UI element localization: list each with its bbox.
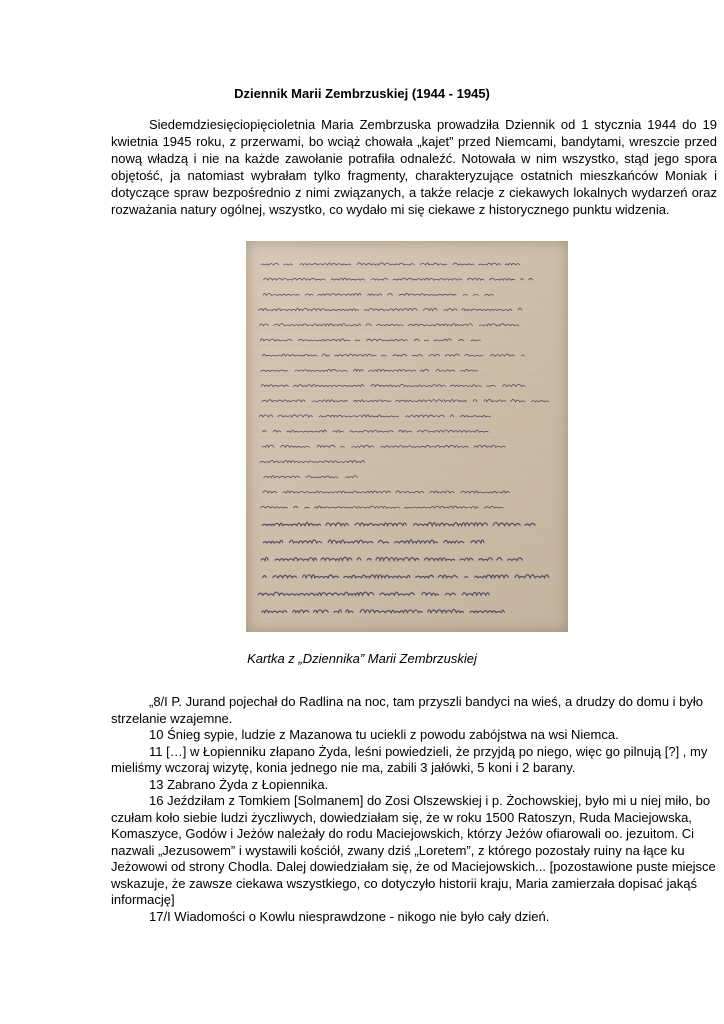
handwriting-line <box>263 430 489 432</box>
handwriting-line <box>261 506 504 508</box>
handwriting-line <box>263 293 493 295</box>
diary-entries <box>111 694 719 925</box>
handwriting-line <box>259 324 519 326</box>
handwriting-line <box>261 263 520 265</box>
handwriting-line <box>261 369 484 371</box>
diary-entry: 13 Zabrano Żyda z Łopiennika. <box>149 776 329 792</box>
handwriting-line <box>262 445 506 447</box>
handwriting-illustration <box>246 241 568 632</box>
handwriting-line <box>264 476 358 478</box>
diary-entry: 10 Śnieg sypie, ludzie z Mazanowa tu uciekli z powodu zabójstwa na wsi Niemca. <box>149 727 619 742</box>
handwriting-line <box>260 339 480 341</box>
intro-text <box>111 116 717 218</box>
image-caption: Kartka z „Dziennika” Marii Zembrzuskiej <box>247 651 477 666</box>
intro-paragraph: Siedemdziesięciopięcioletnia Maria Zembrzuska prowadziła Dziennik od 1 stycznia 1944 do 19 kwietnia 1945 roku, z przerwami, bo wciąż chowała „kajet” przed Niemcami, bandytami, wreszcie przed nową władzą i nie na każde zawołanie potrafiła odnaleźć. Notowała w nim wszystko, stąd jego spora objętość, ja natomiast wybrałam tylko fragmenty, charakteryzujące ostatnich mieszkańców Moniak i dotyczące spraw bezpośrednio z nimi związanych, a także relacje z ciekawych lokalnych wydarzeń oraz rozważania natury ogólnej, wszystko, co wydało mi się ciekawe z historycznego punktu widzenia. <box>111 117 717 217</box>
handwriting-line <box>262 523 535 526</box>
diary-entry: 16 Jeździłam z Tomkiem [Solmanem] do Zosi Olszewskiej i p. Żochowskiej, było mi u niej miło, bo czułam koło siebie ludzi życzliwych, dowiedziałam się, że w roku 1500 Ratoszyn, Ruda Maciejowska, Komaszyce, Godów i Jeżów należały do rodu Maciejowskich, którzy Jeżów ofiarowali oo. jezuitom. Ci nazwali „Jezusowem” i wystawili kościół, zwany dziś „Loretem”, z którego pozostały ruiny na łące ku Jeżowowi od strony Chodla. Dalej dowiedziałam się, że od Maciejowskich... [pozostawione puste miejsce wskazuje, że zawsze ciekawa wszystkiego, co dotyczyło historii kraju, Maria zamierzała dopisać jakąś informację] <box>111 793 716 907</box>
diary-entry: 11 […] w Łopienniku złapano Żyda, leśni powiedzieli, że przyjdą po niego, więc go pilnują [?] , my mieliśmy wczoraj wizytę, konia jednego nie ma, zabili 3 jałówki, 5 koni i 2 barany. <box>111 743 708 775</box>
handwriting-line <box>261 557 523 560</box>
handwriting-line <box>259 415 495 417</box>
handwriting-line <box>258 308 522 310</box>
handwriting-line <box>260 460 371 462</box>
handwriting-line <box>261 384 531 386</box>
document-title: Dziennik Marii Zembrzuskiej (1944 - 1945) <box>234 86 490 101</box>
diary-entry: „8/I P. Jurand pojechał do Radlina na noc, tam przyszli bandyci na wieś, a drudzy do domu i było strzelanie wzajemne. <box>111 694 704 726</box>
diary-entry: 17/I Wiadomości o Kowlu niesprawdzone - nikogo nie było cały dzień. <box>149 908 550 924</box>
handwriting-line <box>262 400 550 402</box>
handwriting-line <box>263 540 484 543</box>
handwriting-line <box>263 278 532 280</box>
handwriting-line <box>262 491 514 493</box>
handwriting-line <box>262 354 531 356</box>
handwriting-line <box>262 609 505 612</box>
diary-page-scan <box>246 241 568 632</box>
handwriting-line <box>263 575 549 578</box>
